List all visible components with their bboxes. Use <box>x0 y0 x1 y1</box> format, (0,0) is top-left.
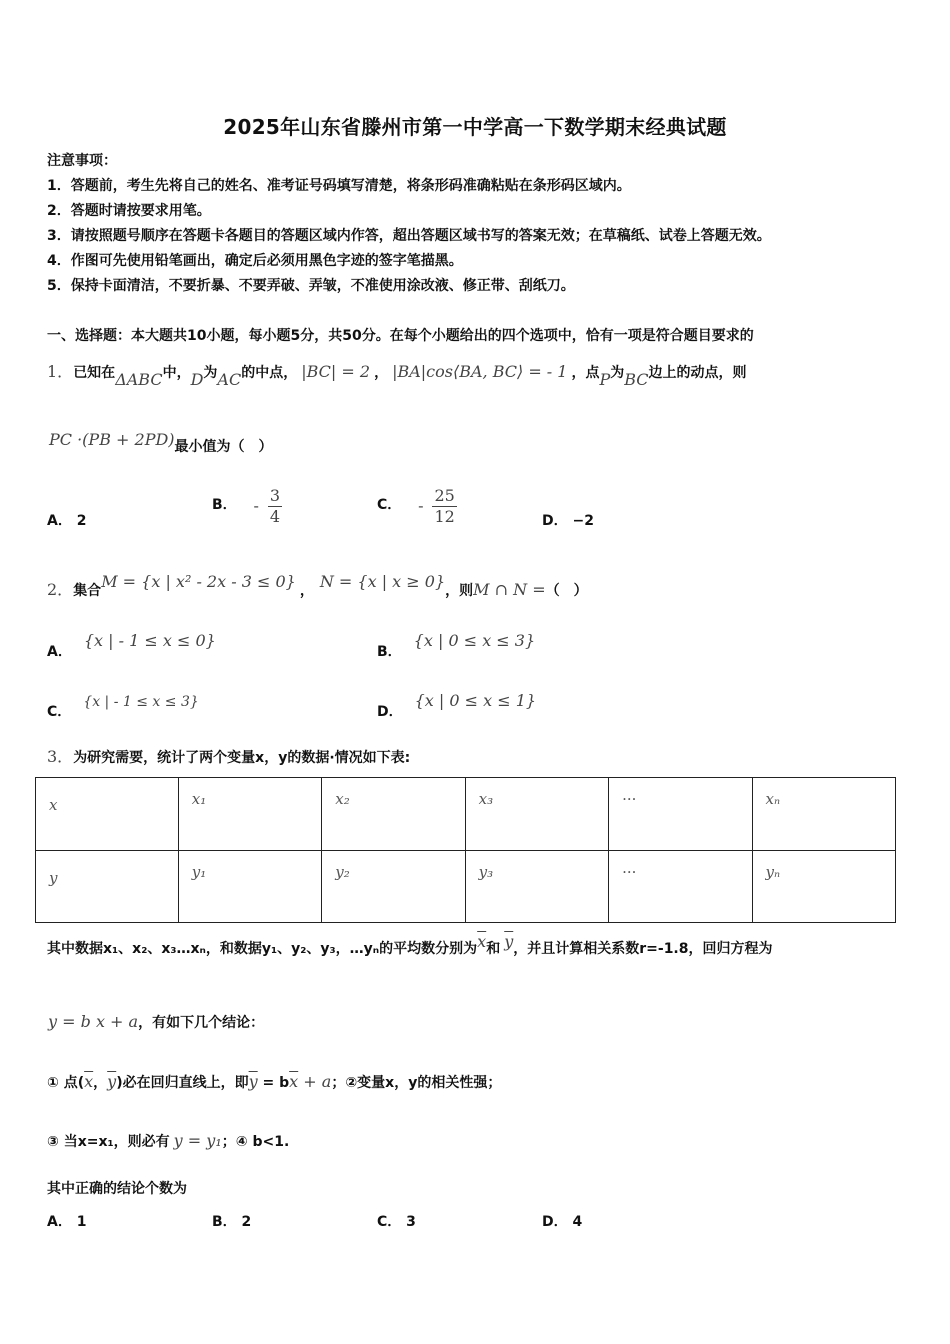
question-3-stem: 3．为研究需要，统计了两个变量x，y的数据·情况如下表: <box>47 747 411 766</box>
question-2-stem: 2．集合M = {x | x² - 2x - 3 ≤ 0} ， N = {x | x ≥ 0}，则M ∩ N =（ ） <box>47 572 588 599</box>
option-b[interactable]: B． - $\frac{3}{4}$ <box>212 486 281 526</box>
table-cell: x <box>36 778 179 851</box>
math-y-mean: $\overline{y}$ <box>504 932 514 951</box>
option-c[interactable]: C． - $\frac{25}{12}$ <box>377 486 455 526</box>
table-cell: yₙ <box>752 850 895 923</box>
math-set-n: N = {x | x ≥ 0} <box>319 572 446 591</box>
option-d[interactable]: D． 4 <box>542 1214 583 1230</box>
table-cell: ··· <box>609 850 752 923</box>
math-bc-length: |BC| = 2 <box>301 362 371 381</box>
option-a[interactable]: A．{x | - 1 ≤ x ≤ 0} <box>47 631 216 660</box>
math-regression-equation: y = b x + a <box>48 1012 139 1031</box>
option-d[interactable]: D．{x | 0 ≤ x ≤ 1} <box>377 691 537 720</box>
table-cell: x₃ <box>465 778 608 851</box>
math-ac: AC <box>217 370 242 389</box>
question-1-line-1: 1．已知在ΔABC中，D为AC的中点， |BC| = 2 ， |BA|cos⟨BA, BC⟩ = - 1 ，点P为BC边上的动点，则 <box>47 362 747 389</box>
table-cell: x₂ <box>322 778 465 851</box>
notice-heading: 注意事项： <box>47 153 117 169</box>
notice-item: 2．答题时请按要求用笔。 <box>47 203 211 219</box>
table-cell: xₙ <box>752 778 895 851</box>
table-cell: y₂ <box>322 850 465 923</box>
table-cell: x₁ <box>178 778 321 851</box>
table-row <box>36 778 896 851</box>
table-cell: ··· <box>609 778 752 851</box>
math-p: P <box>599 370 611 389</box>
notice-item: 5．保持卡面清洁，不要折暴、不要弄破、弄皱，不准使用涂改液、修正带、刮纸刀。 <box>47 278 575 294</box>
option-b[interactable]: B．{x | 0 ≤ x ≤ 3} <box>377 631 536 660</box>
option-c[interactable]: C．{x | - 1 ≤ x ≤ 3} <box>47 694 199 720</box>
option-b[interactable]: B． 2 <box>212 1214 252 1230</box>
notice-item: 3．请按照题号顺序在答题卡各题目的答题区域内作答，超出答题区域书写的答案无效；在草稿纸、试卷上答题无效。 <box>47 228 771 244</box>
question-number: 2． <box>47 580 74 599</box>
question-3-line-1: 其中数据x₁、x₂、x₃…xₙ，和数据y₁、y₂、y₃，…yₙ的平均数分别为$\overline{x}$和 $\overline{y}$，并且计算相关系数r=-1.8，回归方程为 <box>47 932 773 957</box>
question-number: 3． <box>47 747 74 766</box>
table-row <box>36 850 896 923</box>
option-d[interactable]: D． −2 <box>542 513 594 529</box>
question-1-line-2: PC ·(PB + 2PD)最小值为（ ） <box>49 430 273 455</box>
data-table <box>35 777 896 923</box>
option-a[interactable]: A． 1 <box>47 1214 87 1230</box>
conclusion-1-2: ① 点($\overline{x}$，$\overline{y}$)必在回归直线上，即$\overline{y} = b\overline{x} + a$；②变量x，y的相关性强； <box>47 1072 502 1091</box>
option-c[interactable]: C． 3 <box>377 1214 416 1230</box>
math-dot-projection: |BA|cos⟨BA, BC⟩ = - 1 <box>392 362 568 381</box>
math-x-mean: $\overline{x}$ <box>477 932 487 951</box>
page-title: 2025年山东省滕州市第一中学高一下数学期末经典试题 <box>223 115 727 139</box>
math-intersection: M ∩ N = <box>473 580 546 599</box>
question-number: 1． <box>47 362 74 381</box>
table-cell: y₃ <box>465 850 608 923</box>
option-a[interactable]: A． 2 <box>47 513 87 529</box>
question-3-line-2: y = b x + a，有如下几个结论： <box>48 1012 265 1031</box>
table-cell: y₁ <box>178 850 321 923</box>
math-d: D <box>190 370 204 389</box>
math-set-m: M = {x | x² - 2x - 3 ≤ 0} <box>101 572 296 591</box>
conclusion-3-4: ③ 当x=x₁，则必有 y = y₁；④ b<1. <box>47 1131 290 1150</box>
math-expression: PC ·(PB + 2PD) <box>49 430 175 449</box>
question-3-ask: 其中正确的结论个数为 <box>47 1181 187 1197</box>
notice-item: 1．答题前，考生先将自己的姓名、准考证号码填写清楚，将条形码准确粘贴在条形码区域内。 <box>47 178 631 194</box>
math-bc: BC <box>624 370 649 389</box>
notice-item: 4．作图可先使用铅笔画出，确定后必须用黑色字迹的签字笔描黑。 <box>47 253 463 269</box>
section-heading: 一、选择题：本大题共10小题，每小题5分，共50分。在每个小题给出的四个选项中，恰有一项是符合题目要求的 <box>47 328 754 344</box>
math-triangle: ΔABC <box>115 370 163 389</box>
table-cell: y <box>36 850 179 923</box>
